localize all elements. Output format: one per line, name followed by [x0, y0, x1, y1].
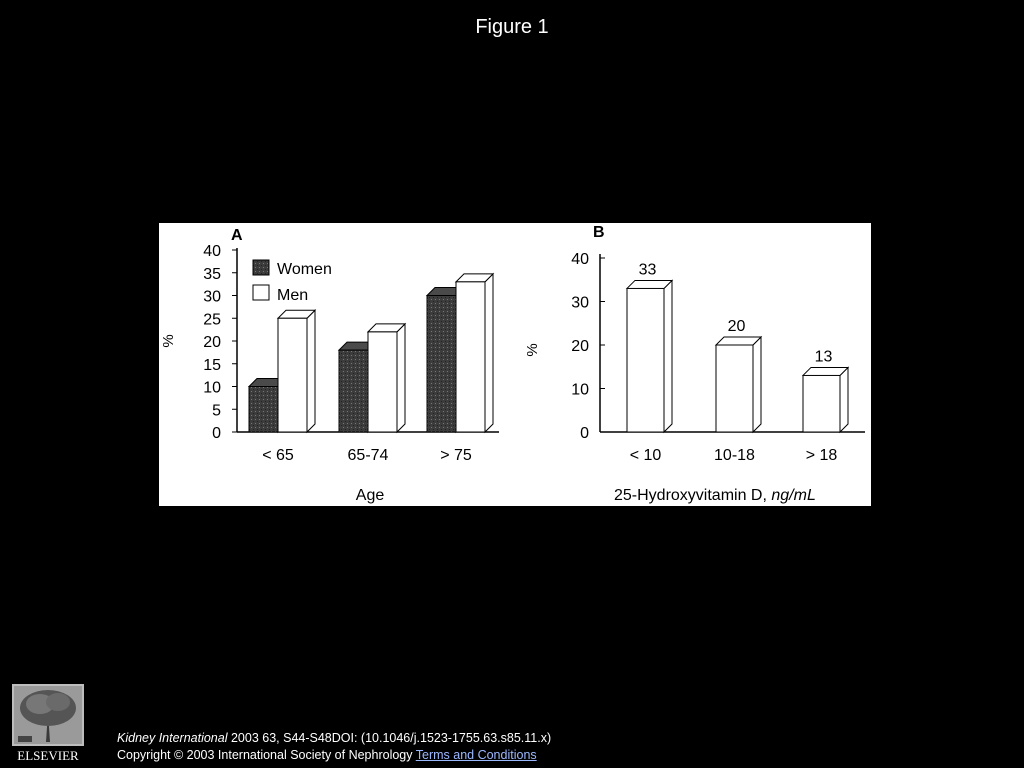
panel-b-data-label: 13: [814, 348, 833, 366]
panel-a-label: A: [231, 227, 243, 244]
panel-a-y-tick-label: 20: [203, 334, 221, 351]
panel-a-bar-men: [456, 274, 493, 432]
panel-a-y-tick-label: 25: [203, 311, 221, 329]
panel-b-x-axis-unit: ng/mL: [771, 487, 816, 504]
panel-b-y-tick-label: 40: [571, 251, 589, 268]
panel-a-y-tick-label: 40: [203, 243, 221, 260]
citation-footer: [117, 730, 551, 764]
panel-b-bar: [627, 280, 672, 432]
terms-link[interactable]: Terms and Conditions: [415, 748, 537, 762]
legend-swatch-women: [253, 260, 269, 275]
panel-b-y-tick-label: 0: [580, 425, 589, 442]
panel-b-x-tick-label: < 10: [629, 447, 662, 464]
panel-a-y-tick-label: 10: [203, 379, 221, 397]
panel-a-x-tick-label: 65-74: [347, 447, 389, 464]
citation-line: [117, 730, 551, 747]
panel-b-y-tick-label: 30: [571, 294, 589, 312]
panel-b-label: B: [593, 224, 605, 241]
panel-b-x-axis-title-text: 25-Hydroxyvitamin D,: [614, 487, 772, 504]
panel-b-x-tick-label: 10-18: [714, 447, 755, 464]
panel-a-y-tick-label: 35: [203, 265, 221, 283]
panel-a-y-axis-title: %: [160, 334, 177, 348]
slide-title: Figure 1: [475, 16, 549, 38]
panel-b-bar: [803, 367, 848, 432]
panel-b-x-axis-title: [614, 487, 816, 504]
panel-a-y-tick-label: 0: [212, 425, 221, 442]
panel-a-y-tick-label: 5: [212, 402, 221, 420]
figure-charts: [159, 223, 871, 506]
figure-panel: [159, 223, 871, 506]
panel-a-y-tick-label: 15: [203, 356, 221, 374]
panel-a-x-tick-label: > 75: [440, 447, 472, 464]
panel-a-x-axis-title: Age: [355, 487, 385, 504]
panel-a-x-tick-label: < 65: [262, 447, 294, 464]
panel-b-y-tick-label: 10: [571, 381, 589, 399]
legend-label-women: Women: [277, 261, 332, 278]
logo-wordmark: ELSEVIER: [17, 748, 79, 763]
panel-a-bar-men: [368, 324, 405, 432]
panel-a-bar-men: [278, 310, 315, 432]
copyright-line: [117, 747, 551, 764]
panel-b-data-label: 20: [727, 318, 746, 335]
copyright-text: Copyright © 2003 International Society of Nephrology: [117, 748, 416, 762]
panel-b-x-tick-label: > 18: [805, 447, 838, 464]
legend-label-men: Men: [277, 287, 309, 304]
panel-b-y-tick-label: 20: [571, 338, 589, 355]
legend-swatch-men: [253, 285, 269, 300]
panel-b-y-axis-title: %: [524, 343, 541, 357]
panel-b-bar: [716, 337, 761, 432]
citation-text: 2003 63, S44-S48DOI: (10.1046/j.1523-1755.63.s85.11.x): [227, 731, 552, 745]
panel-a-y-tick-label: 30: [203, 288, 221, 306]
journal-name: Kidney International: [117, 731, 228, 745]
elsevier-tree-logo: [10, 682, 86, 764]
panel-b-data-label: 33: [638, 261, 657, 279]
